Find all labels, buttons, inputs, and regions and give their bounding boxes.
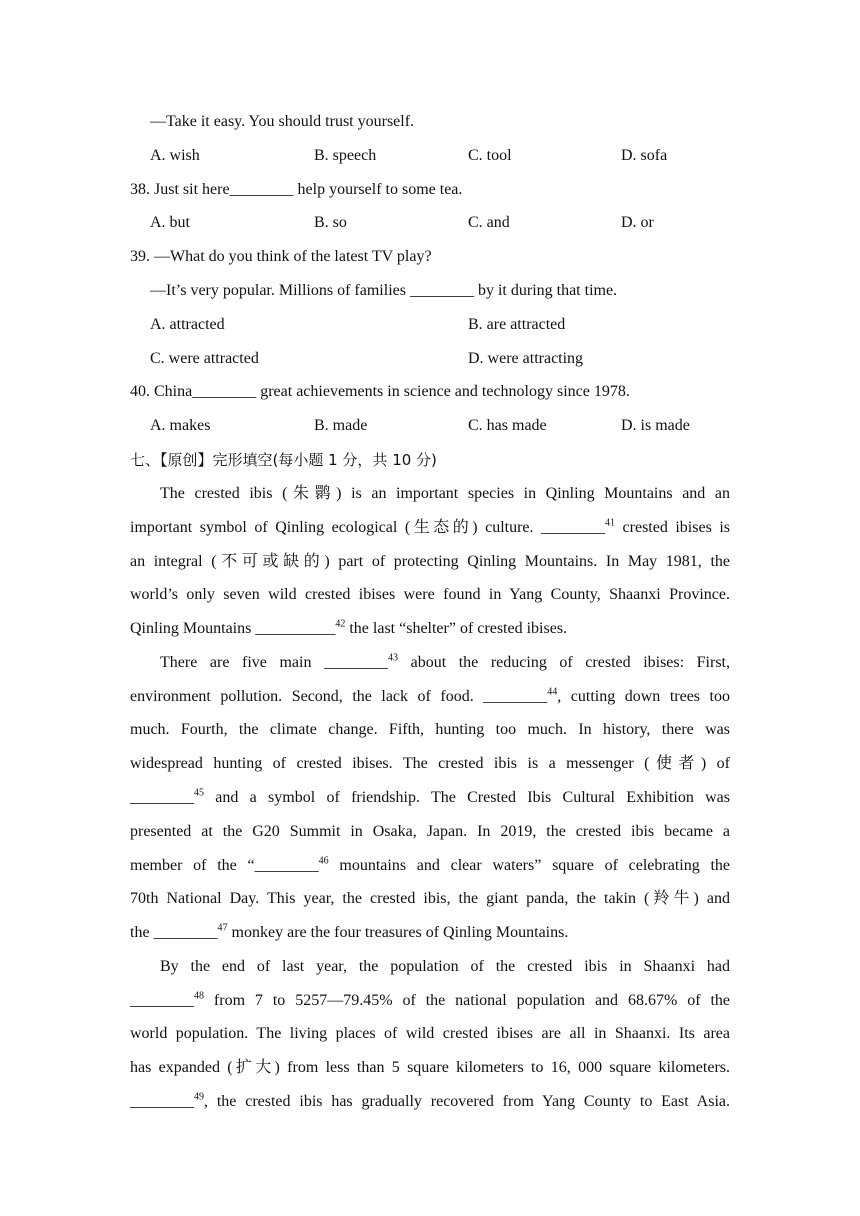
blank-number-41: 41 bbox=[605, 517, 616, 529]
q39-options-row2 bbox=[130, 349, 730, 369]
q38-option-b[interactable]: B. so bbox=[314, 214, 347, 231]
passage-line-17: world population. The living places of wild crested ibises are all in Shaanxi. Its area bbox=[130, 1025, 730, 1042]
q40-stem: 40. China________ great achievements in science and technology since 1978. bbox=[130, 383, 630, 400]
q38-option-c[interactable]: C. and bbox=[468, 214, 510, 231]
q37-option-b[interactable]: B. speech bbox=[314, 147, 377, 164]
passage-line-4: world’s only seven wild crested ibises were found in Yang County, Shaanxi Province. bbox=[130, 586, 730, 603]
section-heading: 七、【原创】完形填空(每小题 1 分，共 10 分) bbox=[130, 451, 437, 469]
q38-option-a[interactable]: A. but bbox=[150, 214, 190, 231]
passage-line-10-text: ________ bbox=[130, 789, 194, 806]
passage-line-16-tail: from 7 to 5257—79.45% of the national population and 68.67% of the bbox=[204, 992, 730, 1009]
passage-line-19-text: ________ bbox=[130, 1093, 194, 1110]
passage-line-1: The crested ibis (朱鹮) is an important species in Qinling Mountains and an bbox=[160, 485, 730, 502]
q37-reply: —Take it easy. You should trust yourself. bbox=[150, 113, 415, 130]
blank-number-45: 45 bbox=[194, 787, 204, 799]
q40-option-d[interactable]: D. is made bbox=[621, 417, 690, 434]
passage-line-5 bbox=[130, 619, 730, 639]
q40-option-c[interactable]: C. has made bbox=[468, 417, 547, 434]
passage-line-7-tail: , cutting down trees too bbox=[557, 688, 730, 705]
blank-number-42: 42 bbox=[335, 618, 346, 630]
q37-option-d[interactable]: D. sofa bbox=[621, 147, 668, 164]
passage-line-14-tail: monkey are the four treasures of Qinling Mountains. bbox=[227, 924, 569, 941]
q39-option-c[interactable]: C. were attracted bbox=[150, 350, 259, 367]
blank-number-46: 46 bbox=[318, 855, 329, 867]
q39-reply: —It’s very popular. Millions of families ________ by it during that time. bbox=[150, 282, 618, 299]
passage-line-6-text: There are five main ________ bbox=[160, 654, 389, 671]
blank-number-43: 43 bbox=[388, 652, 399, 664]
passage-line-10 bbox=[130, 788, 730, 808]
passage-line-7 bbox=[130, 687, 730, 707]
blank-number-49: 49 bbox=[194, 1091, 204, 1103]
passage-line-19-tail: , the crested ibis has gradually recovered from Yang County to East Asia. bbox=[204, 1093, 730, 1110]
q40-option-a[interactable]: A. makes bbox=[150, 417, 211, 434]
passage-line-8: much. Fourth, the climate change. Fifth, hunting too much. In history, there was bbox=[130, 721, 730, 738]
q38-options bbox=[130, 213, 730, 233]
q37-option-c[interactable]: C. tool bbox=[468, 147, 512, 164]
passage-line-5-text: Qinling Mountains __________ bbox=[130, 620, 336, 637]
passage-line-10-tail: and a symbol of friendship. The Crested Ibis Cultural Exhibition was bbox=[204, 789, 730, 806]
passage-line-16-text: ________ bbox=[130, 992, 194, 1009]
q39-stem: 39. —What do you think of the latest TV play? bbox=[130, 248, 432, 265]
passage-line-16 bbox=[130, 991, 730, 1011]
q38-option-d[interactable]: D. or bbox=[621, 214, 654, 231]
passage-line-3: an integral (不可或缺的) part of protecting Qinling Mountains. In May 1981, the bbox=[130, 553, 730, 570]
passage-line-2 bbox=[130, 518, 730, 538]
blank-number-47: 47 bbox=[217, 922, 228, 934]
passage-line-12 bbox=[130, 856, 730, 876]
passage-line-6 bbox=[160, 653, 730, 673]
passage-line-12-text: member of the “________ bbox=[130, 857, 319, 874]
passage-line-13: 70th National Day. This year, the crested ibis, the giant panda, the takin (羚牛) and bbox=[130, 890, 730, 907]
passage-line-6-tail: about the reducing of crested ibises: First, bbox=[398, 654, 730, 671]
passage-line-12-tail: mountains and clear waters” square of celebrating the bbox=[328, 857, 731, 874]
passage-line-18: has expanded (扩大) from less than 5 square kilometers to 16, 000 square kilometers. bbox=[130, 1059, 730, 1076]
q38-stem: 38. Just sit here________ help yourself to some tea. bbox=[130, 181, 463, 198]
passage-line-11: presented at the G20 Summit in Osaka, Japan. In 2019, the crested ibis became a bbox=[130, 823, 730, 840]
q39-option-a[interactable]: A. attracted bbox=[150, 316, 225, 333]
passage-line-9: widespread hunting of crested ibises. The crested ibis is a messenger (使者) of bbox=[130, 755, 730, 772]
q39-option-d[interactable]: D. were attracting bbox=[468, 350, 584, 367]
passage-line-14 bbox=[130, 923, 730, 943]
passage-line-5-tail: the last “shelter” of crested ibises. bbox=[345, 620, 568, 637]
passage-line-2-tail: crested ibises is bbox=[615, 519, 730, 536]
passage-line-14-text: the ________ bbox=[130, 924, 218, 941]
passage-line-19 bbox=[130, 1092, 730, 1112]
q40-options bbox=[130, 416, 730, 436]
blank-number-44: 44 bbox=[547, 686, 558, 698]
q39-options-row1 bbox=[130, 315, 730, 335]
q37-option-a[interactable]: A. wish bbox=[150, 147, 200, 164]
blank-number-48: 48 bbox=[194, 990, 204, 1002]
passage-line-2-text: important symbol of Qinling ecological (生态的) culture. ________ bbox=[130, 519, 606, 536]
q37-options bbox=[130, 146, 730, 166]
q39-option-b[interactable]: B. are attracted bbox=[468, 316, 566, 333]
passage-line-7-text: environment pollution. Second, the lack of food. ________ bbox=[130, 688, 548, 705]
passage-line-15: By the end of last year, the population of the crested ibis in Shaanxi had bbox=[160, 958, 730, 975]
q40-option-b[interactable]: B. made bbox=[314, 417, 368, 434]
